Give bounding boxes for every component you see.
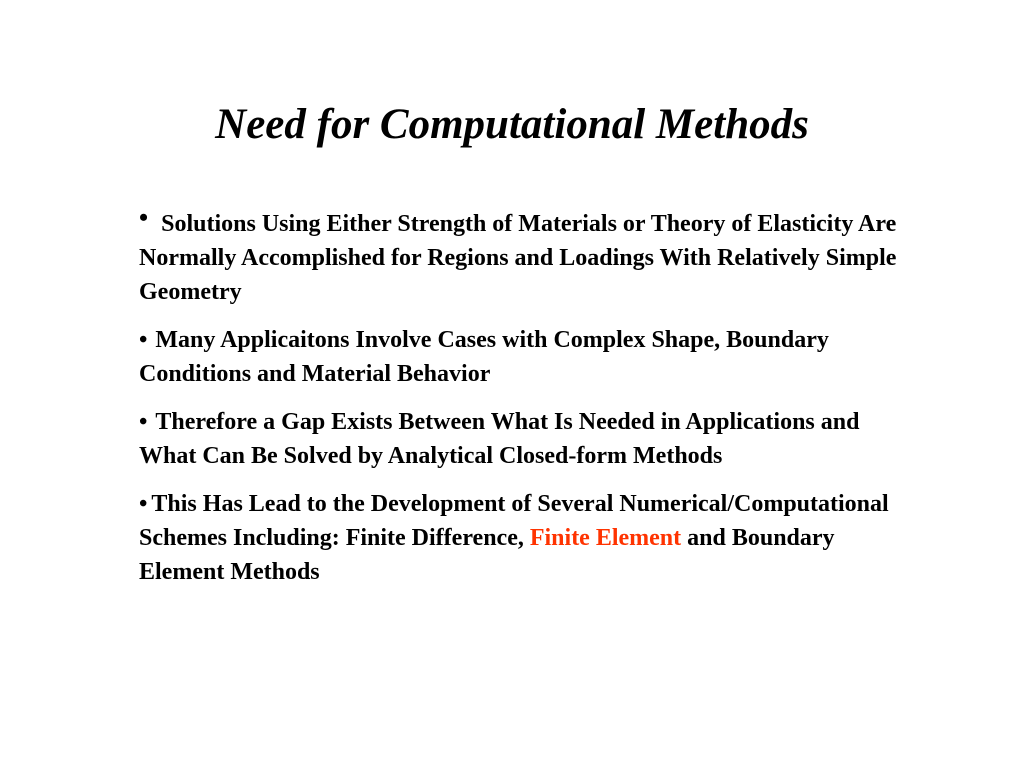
bullet-text-after: and Boundary Element Methods xyxy=(139,525,835,585)
bullet-icon: • xyxy=(139,491,148,517)
bullet-item xyxy=(139,405,899,473)
highlighted-term: Finite Element xyxy=(529,525,682,551)
slide-title: Need for Computational Methods xyxy=(215,101,809,148)
bullet-text: Many Applicaitons Involve Cases with Complex Shape, Boundary Conditions and Material Behavior xyxy=(139,327,829,387)
bullet-icon: • xyxy=(139,327,148,353)
bullet-item xyxy=(139,203,899,309)
bullet-icon: • xyxy=(139,203,149,232)
bullet-list xyxy=(139,203,899,603)
bullet-item xyxy=(139,323,899,391)
bullet-text-before: This Has Lead to the Development of Several Numerical/Computational Schemes Including: Finite Difference, xyxy=(139,491,889,551)
bullet-text: Therefore a Gap Exists Between What Is Needed in Applications and What Can Be Solved by Analytical Closed-form Methods xyxy=(139,409,860,469)
bullet-item xyxy=(139,487,899,589)
bullet-icon: • xyxy=(139,409,148,435)
bullet-text: Solutions Using Either Strength of Materials or Theory of Elasticity Are Normally Accomplished for Regions and Loadings With Relatively Simple Geometry xyxy=(139,211,897,305)
